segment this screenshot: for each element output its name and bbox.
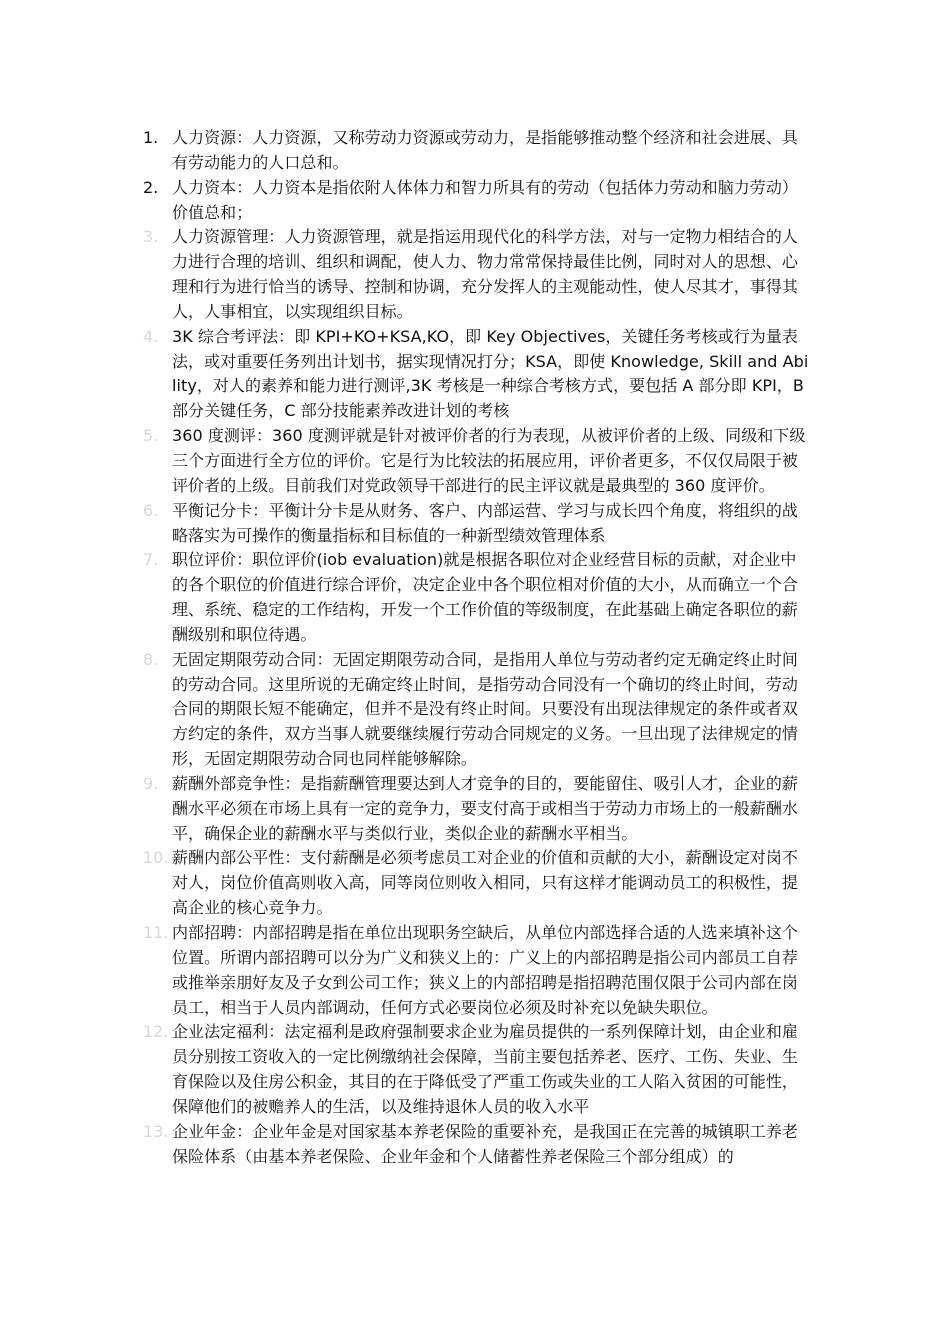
list-item bbox=[143, 499, 811, 549]
list-number: 4. bbox=[143, 326, 159, 346]
definition-list bbox=[143, 126, 811, 1169]
list-item-text: 职位评价：职位评价(iob evaluation)就是根据各职位对企业经营目标的贡献，对企业中的各个职位的价值进行综合评价，决定企业中各个职位相对价值的大小，从而确立一个合理、系统、稳定的工作结构，开发一个工作价值的等级制度，在此基础上确定各职位的薪酬级别和职位待遇。 bbox=[172, 550, 798, 644]
list-number: 5. bbox=[143, 426, 159, 446]
list-item-text: 人力资源：人力资源，又称劳动力资源或劳动力，是指能够推动整个经济和社会进展、具有劳动能力的人口总和。 bbox=[172, 128, 798, 172]
list-item bbox=[143, 325, 811, 424]
list-item bbox=[143, 648, 811, 772]
list-item-text: 3K 综合考评法：即 KPI+KO+KSA,KO，即 Key Objectives，关键任务考核或行为量表法，或对重要任务列出计划书，据实现情况打分；KSA，即使 Knowledge, Skill and Ability，对人的素养和能力进行测评,3K 考核是一种综合考核方式，要包括 A 部分即 KPI，B 部分关键任务，C 部分技能素养改进计划的考核 bbox=[172, 326, 809, 421]
list-item-text: 企业年金：企业年金是对国家基本养老保险的重要补充，是我国正在完善的城镇职工养老保险体系（由基本养老保险、企业年金和个人储蓄性养老保险三个部分组成）的 bbox=[172, 1121, 798, 1166]
list-number: 2. bbox=[143, 177, 159, 197]
list-item bbox=[143, 1120, 811, 1170]
list-item bbox=[143, 176, 811, 226]
list-item-text: 平衡记分卡：平衡计分卡是从财务、客户、内部运营、学习与成长四个角度，将组织的战略落实为可操作的衡量指标和目标值的一种新型绩效管理体系 bbox=[172, 500, 798, 545]
list-number: 11. bbox=[143, 923, 169, 942]
list-item-text: 人力资源管理：人力资源管理，就是指运用现代化的科学方法，对与一定物力相结合的人力进行合理的培训、组织和调配，使人力、物力常常保持最佳比例，同时对人的思想、心理和行为进行恰当的诱导、控制和协调，充分发挥人的主观能动性，使人尽其才，事得其人，人事相宜，以实现组织目标。 bbox=[172, 227, 798, 321]
list-number: 3. bbox=[143, 227, 159, 247]
list-number: 9. bbox=[143, 773, 159, 793]
list-item-text: 人力资本：人力资本是指依附人体体力和智力所具有的劳动（包括体力劳动和脑力劳动）价值总和； bbox=[172, 177, 798, 222]
list-number: 6. bbox=[143, 500, 159, 520]
list-item-text: 薪酬内部公平性：支付薪酬是必须考虑员工对企业的价值和贡献的大小，薪酬设定对岗不对人，岗位价值高则收入高，同等岗位则收入相同，只有这样才能调动员工的积极性，提高企业的核心竞争力。 bbox=[172, 848, 798, 918]
list-item-text: 内部招聘：内部招聘是指在单位出现职务空缺后，从单位内部选择合适的人选来填补这个位置。所谓内部招聘可以分为广义和狭义上的：广义上的内部招聘是指公司内部员工自荐或推举亲朋好友及子女到公司工作；狭义上的内部招聘是指招聘范围仅限于公司内部在岗员工，相当于人员内部调动，任何方式必要岗位必须及时补充以免缺失职位。 bbox=[172, 923, 798, 1017]
list-item bbox=[143, 424, 811, 499]
list-item-text: 360 度测评：360 度测评就是针对被评价者的行为表现，从被评价者的上级、同级和下级三个方面进行全方位的评价。它是行为比较法的拓展应用，评价者更多，不仅仅局限于被评价者的上级。目前我们对党政领导干部进行的民主评议就是最典型的 360 度评价。 bbox=[172, 426, 806, 495]
list-number: 13. bbox=[143, 1121, 169, 1141]
list-item bbox=[143, 1020, 811, 1119]
list-item-text: 企业法定福利：法定福利是政府强制要求企业为雇员提供的一系列保障计划，由企业和雇员分别按工资收入的一定比例缴纳社会保障，当前主要包括养老、医疗、工伤、失业、生育保险以及住房公积金，其目的在于降低受了严重工伤或失业的工人陷入贫困的可能性，保障他们的被赡养人的生活，以及维持退休人员的收入水平 bbox=[172, 1022, 798, 1116]
list-item bbox=[143, 126, 811, 176]
list-item bbox=[143, 548, 811, 647]
list-number: 12. bbox=[143, 1022, 169, 1042]
list-number: 10. bbox=[143, 848, 169, 868]
list-item bbox=[143, 772, 811, 847]
list-item bbox=[143, 921, 811, 1020]
list-number: 7. bbox=[143, 550, 159, 570]
list-item-text: 无固定期限劳动合同：无固定期限劳动合同，是指用人单位与劳动者约定无确定终止时间的劳动合同。这里所说的无确定终止时间，是指劳动合同没有一个确切的终止时间，劳动合同的期限长短不能确定，但并不是没有终止时间。只要没有出现法律规定的条件或者双方约定的条件，双方当事人就要继续履行劳动合同规定的义务。一旦出现了法律规定的情形，无固定期限劳动合同也同样能够解除。 bbox=[172, 649, 798, 769]
list-number: 8. bbox=[143, 649, 159, 669]
list-item bbox=[143, 225, 811, 324]
list-number: 1. bbox=[143, 128, 159, 147]
list-item-text: 薪酬外部竞争性：是指薪酬管理要达到人才竞争的目的，要能留住、吸引人才，企业的薪酬水平必须在市场上具有一定的竞争力，要支付高于或相当于劳动力市场上的一般薪酬水平，确保企业的薪酬水平与类似行业，类似企业的薪酬水平相当。 bbox=[172, 773, 798, 843]
list-item bbox=[143, 846, 811, 921]
